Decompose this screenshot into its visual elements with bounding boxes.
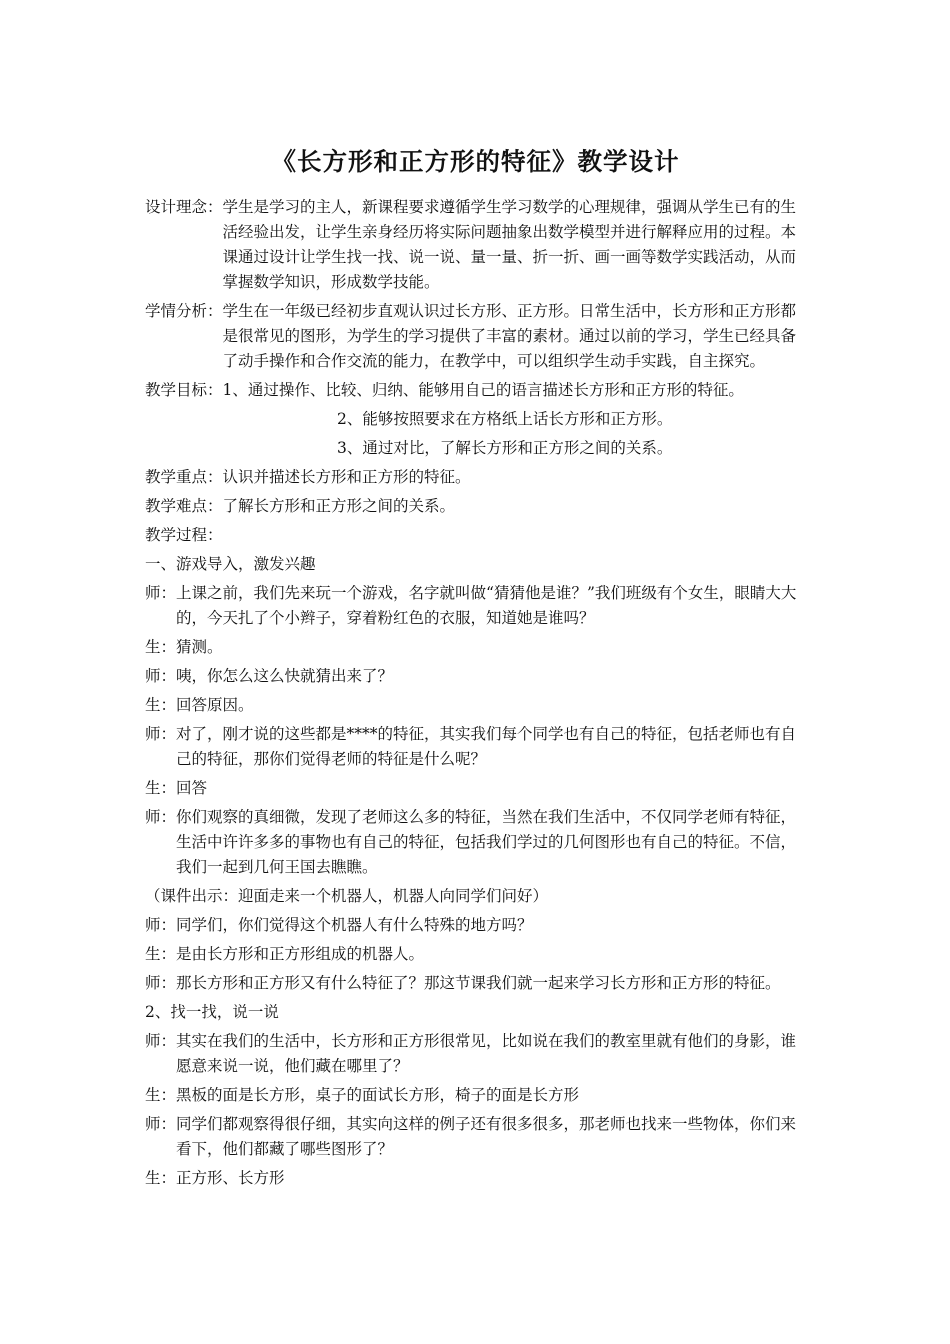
speaker-label: 生： xyxy=(145,1086,177,1104)
learning-analysis-label: 学情分析： xyxy=(145,302,223,320)
speaker-label: 师： xyxy=(145,1115,177,1133)
design-concept xyxy=(145,195,810,295)
dialogue-line xyxy=(145,1166,810,1191)
dialogue-text: 咦，你怎么这么快就猜出来了？ xyxy=(176,667,394,685)
dialogue-text: 那长方形和正方形又有什么特征了？那这节课我们就一起来学习长方形和正方形的特征。 xyxy=(176,974,781,992)
speaker-label: 生： xyxy=(145,779,177,797)
document-title: 《长方形和正方形的特征》教学设计 xyxy=(271,147,680,176)
speaker-label: 师： xyxy=(145,725,177,743)
dialogue-line xyxy=(145,1112,810,1162)
dialogue-line xyxy=(145,776,810,801)
dialogue-line xyxy=(145,1083,810,1108)
speaker-label: 师： xyxy=(145,667,177,685)
dialogue-text: 对了，刚才说的这些都是****的特征，其实我们每个同学也有自己的特征，包括老师也有自己的特征，那你们觉得老师的特征是什么呢？ xyxy=(176,725,797,768)
dialogue-block-2 xyxy=(145,913,810,996)
dialogue-line xyxy=(145,971,810,996)
speaker-label: 师： xyxy=(145,808,177,826)
key-point xyxy=(145,465,810,490)
speaker-label: 师： xyxy=(145,1032,177,1050)
dialogue-line xyxy=(145,1029,810,1079)
difficulty-text: 了解长方形和正方形之间的关系。 xyxy=(222,497,456,515)
speaker-label: 师： xyxy=(145,974,177,992)
difficulty-label: 教学难点： xyxy=(145,497,223,515)
dialogue-text: 回答 xyxy=(176,779,208,797)
section-1-heading: 一、游戏导入，激发兴趣 xyxy=(145,555,316,573)
dialogue-text: 同学们，你们觉得这个机器人有什么特殊的地方吗？ xyxy=(176,916,533,934)
design-concept-text: 学生是学习的主人，新课程要求遵循学生学习数学的心理规律，强调从学生已有的生活经验出发，让学生亲身经历将实际问题抽象出数学模型并进行解释应用的过程。本课通过设计让学生找一找、说一说、量一量、折一折、画一画等数学实践活动，从而掌握数学知识，形成数学技能。 xyxy=(222,198,797,291)
courseware-note: （课件出示：迎面走来一个机器人，机器人向同学们问好） xyxy=(145,887,549,905)
dialogue-line xyxy=(145,805,810,880)
speaker-label: 生： xyxy=(145,696,177,714)
objective-1: 1、通过操作、比较、归纳、能够用自己的语言描述长方形和正方形的特征。 xyxy=(222,381,744,399)
dialogue-text: 上课之前，我们先来玩一个游戏，名字就叫做“猜猜他是谁？”我们班级有个女生，眼睛大大的，今天扎了个小辫子，穿着粉红色的衣服，知道她是谁吗？ xyxy=(176,584,797,627)
speaker-label: 生： xyxy=(145,1169,177,1187)
dialogue-line xyxy=(145,942,810,967)
dialogue-line xyxy=(145,635,810,660)
dialogue-line xyxy=(145,913,810,938)
objectives-label: 教学目标： xyxy=(145,381,223,399)
objective-3: 3、通过对比，了解长方形和正方形之间的关系。 xyxy=(337,439,673,457)
speaker-label: 师： xyxy=(145,584,177,602)
document-page xyxy=(145,0,810,1195)
teaching-objectives xyxy=(145,378,810,403)
process-label: 教学过程： xyxy=(145,526,223,544)
dialogue-line xyxy=(145,581,810,631)
dialogue-line xyxy=(145,722,810,772)
dialogue-line xyxy=(145,693,810,718)
design-concept-label: 设计理念： xyxy=(145,198,223,216)
dialogue-text: 黑板的面是长方形，桌子的面试长方形，椅子的面是长方形 xyxy=(176,1086,580,1104)
learning-analysis-text: 学生在一年级已经初步直观认识过长方形、正方形。日常生活中，长方形和正方形都是很常见的图形，为学生的学习提供了丰富的素材。通过以前的学习，学生已经具备了动手操作和合作交流的能力，在教学中，可以组织学生动手实践，自主探究。 xyxy=(222,302,797,370)
dialogue-text: 你们观察的真细微，发现了老师这么多的特征，当然在我们生活中，不仅同学老师有特征，生活中许许多多的事物也有自己的特征，包括我们学过的几何图形也有自己的特征。不信，我们一起到几何王国去瞧瞧。 xyxy=(176,808,797,876)
section-2-heading: 2、找一找，说一说 xyxy=(145,1003,279,1021)
dialogue-text: 是由长方形和正方形组成的机器人。 xyxy=(176,945,425,963)
dialogue-text: 回答原因。 xyxy=(176,696,254,714)
learning-analysis xyxy=(145,299,810,374)
dialogue-text: 猜测。 xyxy=(176,638,223,656)
dialogue-block-1 xyxy=(145,581,810,880)
speaker-label: 生： xyxy=(145,638,177,656)
key-point-text: 认识并描述长方形和正方形的特征。 xyxy=(222,468,471,486)
difficulty xyxy=(145,494,810,519)
speaker-label: 生： xyxy=(145,945,177,963)
speaker-label: 师： xyxy=(145,916,177,934)
key-point-label: 教学重点： xyxy=(145,468,223,486)
dialogue-text: 其实在我们的生活中，长方形和正方形很常见，比如说在我们的教室里就有他们的身影，谁愿意来说一说，他们藏在哪里了？ xyxy=(176,1032,797,1075)
objective-2: 2、能够按照要求在方格纸上话长方形和正方形。 xyxy=(337,410,673,428)
dialogue-line xyxy=(145,664,810,689)
dialogue-block-3 xyxy=(145,1029,810,1191)
dialogue-text: 正方形、长方形 xyxy=(176,1169,285,1187)
dialogue-text: 同学们都观察得很仔细，其实向这样的例子还有很多很多，那老师也找来一些物体，你们来看下，他们都藏了哪些图形了？ xyxy=(176,1115,797,1158)
